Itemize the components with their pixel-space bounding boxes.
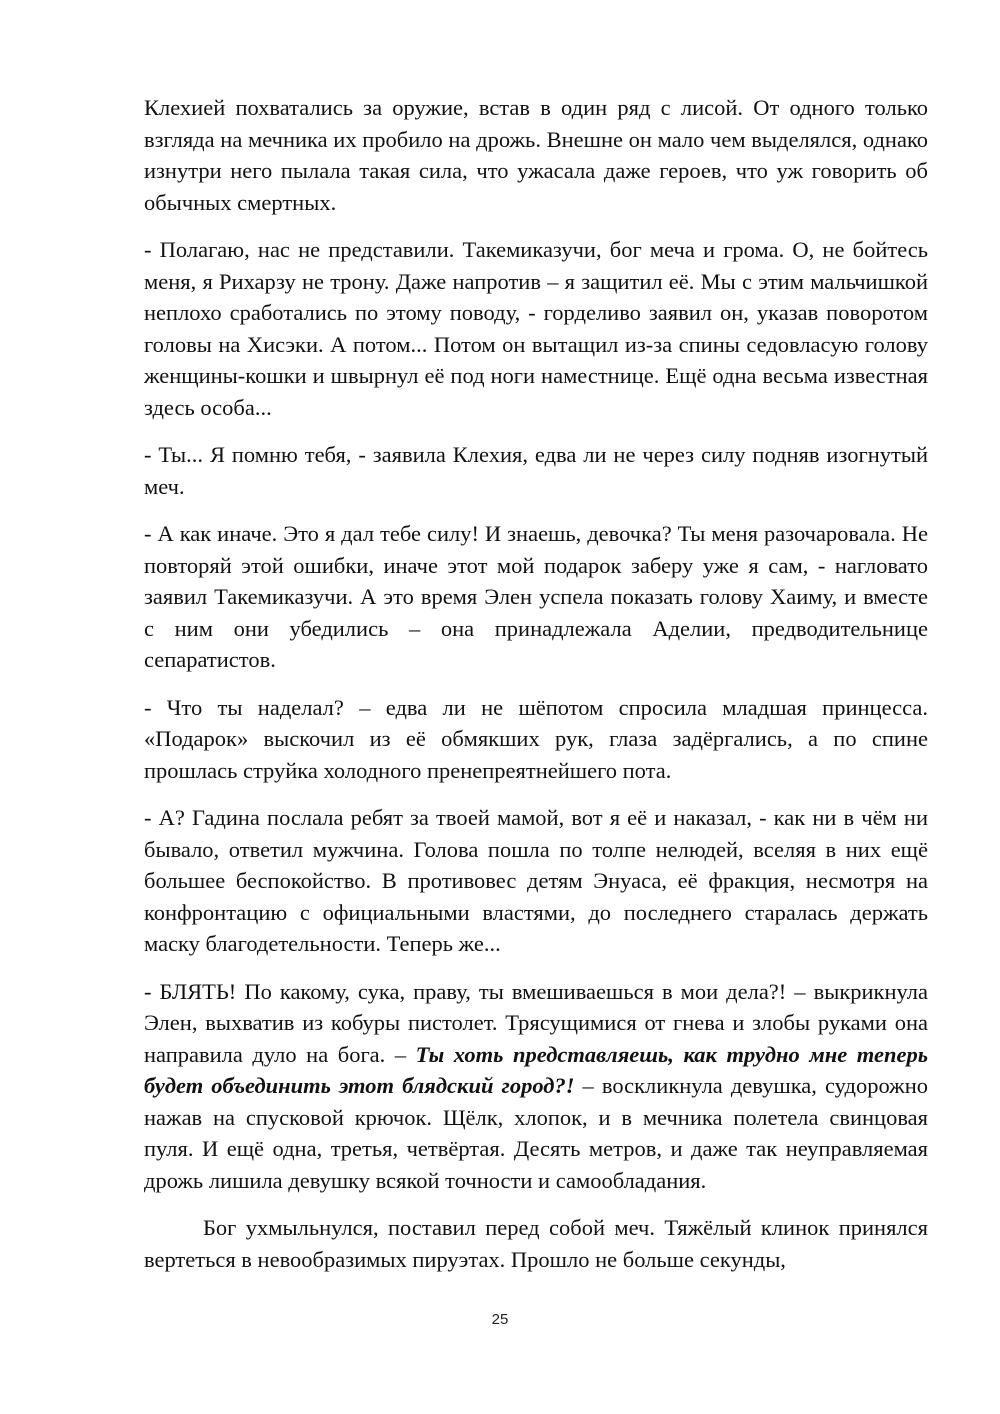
paragraph-4: - А как иначе. Это я дал тебе силу! И знаешь, девочка? Ты меня разочаровала. Не повторяй этой ошибки, иначе этот мой подарок заберу уже я сам, - нагловато заявил Такемиказучи. А это время Элен успела показать голову Хаиму, и вместе с ним они убедились – она принадлежала Аделии, предводительнице сепаратистов.	[144, 521, 928, 672]
page-body	[144, 92, 928, 1291]
paragraph-2: - Полагаю, нас не представили. Такемиказучи, бог меча и грома. О, не бойтесь меня, я Рихарзу не трону. Даже напротив – я защитил её. Мы с этим мальчишкой неплохо сработались по этому поводу, - горделиво заявил он, указав поворотом головы на Хисэки. А потом... Потом он вытащил из-за спины седовласую голову женщины-кошки и швырнул её под ноги наместнице. Ещё одна весьма известная здесь особа...	[144, 237, 928, 420]
paragraph-5: - Что ты наделал? – едва ли не шёпотом спросила младшая принцесса. «Подарок» выскочил из её обмякших рук, глаза задёргались, а по спине прошлась струйка холодного пренепреятнейшего пота.	[144, 694, 928, 783]
paragraph-7-emphasis: Ты хоть представляешь, как трудно мне теперь будет объединить этот блядский город?!	[144, 1041, 929, 1098]
page-number: 25	[491, 1311, 509, 1328]
paragraph-7-before: - БЛЯТЬ! По какому, сука, праву, ты вмешиваешься в мои дела?! – выкрикнула Элен, выхватив из кобуры пистолет. Трясущимися от гнева и злобы руками она направила дуло на бога. –	[144, 978, 928, 1067]
paragraph-3: - Ты... Я помню тебя, - заявила Клехия, едва ли не через силу подняв изогнутый меч.	[144, 442, 928, 499]
paragraph-7-after: – воскликнула девушка, судорожно нажав на спусковой крючок. Щёлк, хлопок, и в мечника полетела свинцовая пуля. И ещё одна, третья, четвёртая. Десять метров, и даже так неуправляемая дрожь лишила девушку всякой точности и самообладания.	[144, 1073, 928, 1193]
paragraph-7	[144, 976, 928, 1197]
paragraph-8: Бог ухмыльнулся, поставил перед собой меч. Тяжёлый клинок принялся вертеться в невообразимых пируэтах. Прошло не больше секунды,	[144, 1215, 928, 1272]
paragraph-6: - А? Гадина послала ребят за твоей мамой, вот я её и наказал, - как ни в чём ни бывало, ответил мужчина. Голова пошла по толпе нелюдей, вселяя в них ещё большее беспокойство. В противовес детям Энуаса, её фракция, несмотря на конфронтацию с официальными властями, до последнего старалась держать маску благодетельности. Теперь же...	[144, 805, 928, 956]
paragraph-1: Клехией похватались за оружие, встав в один ряд с лисой. От одного только взгляда на мечника их пробило на дрожь. Внешне он мало чем выделялся, однако изнутри него пылала такая сила, что ужасала даже героев, что уж говорить об обычных смертных.	[144, 95, 928, 215]
